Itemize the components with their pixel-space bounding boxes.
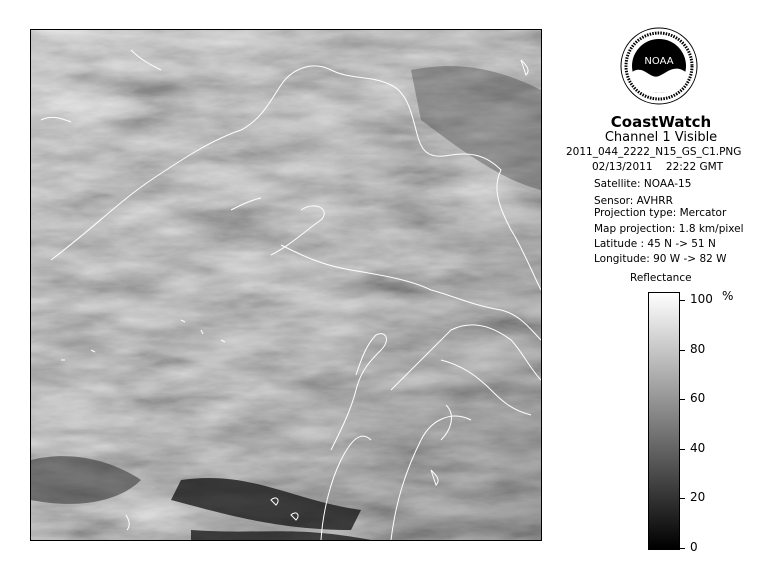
map-projection-label: Map projection: 1.8 km/pixel — [594, 223, 744, 235]
colorbar-tick-label: 40 — [690, 440, 706, 455]
datetime-label — [592, 161, 723, 173]
time-label: 22:22 GMT — [665, 161, 724, 173]
reflectance-map — [31, 30, 541, 540]
colorbar-tick-mark — [680, 350, 685, 351]
projection-type-label: Projection type: Mercator — [594, 207, 727, 219]
colorbar-unit: % — [722, 289, 734, 303]
colorbar-tick-mark — [680, 300, 685, 301]
colorbar-tick-label: 100 — [690, 292, 713, 306]
brand-title: CoastWatch — [610, 113, 712, 131]
colorbar-tick-label: 20 — [690, 490, 706, 505]
colorbar-tick-label: 80 — [690, 341, 706, 356]
svg-text:NOAA: NOAA — [644, 56, 674, 67]
sensor-label: Sensor: AVHRR — [594, 195, 673, 207]
colorbar — [648, 292, 680, 550]
colorbar-tick-label: 0 — [690, 540, 698, 554]
latitude-label: Latitude : 45 N -> 51 N — [594, 238, 716, 250]
colorbar-tick-mark — [680, 498, 685, 499]
channel-label: Channel 1 Visible — [604, 130, 718, 145]
satellite-label: Satellite: NOAA-15 — [594, 178, 692, 190]
longitude-label: Longitude: 90 W -> 82 W — [594, 253, 727, 265]
satellite-image — [30, 29, 542, 541]
colorbar-tick-label: 60 — [690, 391, 706, 406]
colorbar-tick-mark — [680, 449, 685, 450]
date-label: 02/13/2011 — [592, 161, 653, 173]
colorbar-tick-mark — [680, 548, 685, 549]
colorbar-title: Reflectance — [630, 272, 692, 284]
filename-label: 2011_044_2222_N15_GS_C1.PNG — [566, 146, 742, 158]
colorbar-tick-mark — [680, 399, 685, 400]
noaa-logo — [620, 24, 698, 108]
